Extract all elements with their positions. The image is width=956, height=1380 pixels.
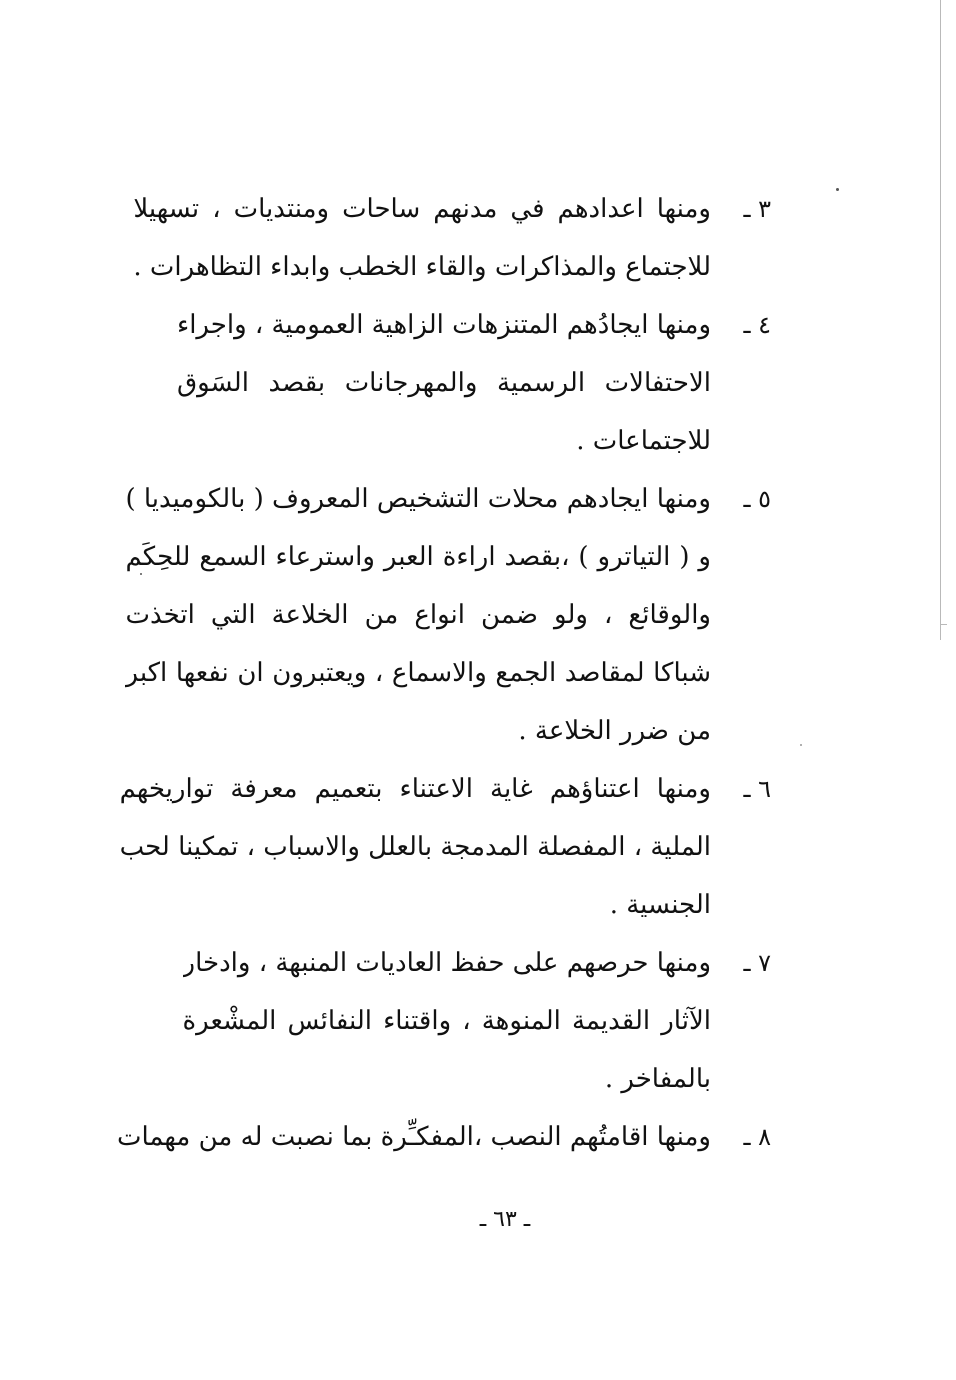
- item-text: [125, 470, 711, 760]
- item-text: [117, 1108, 711, 1166]
- text-line: الجنسية .: [609, 890, 711, 920]
- text-line: ومنها حرصهم على حفظ العاديات المنبهة ، وادخار: [182, 948, 711, 978]
- list-item: [125, 470, 771, 760]
- list-item: [119, 760, 771, 934]
- list-item: [182, 934, 771, 1108]
- item-text: [120, 760, 711, 934]
- list-item: [133, 180, 771, 296]
- page-body: [117, 180, 771, 1166]
- text-line: ومنها ايجادهم محلات التشخيص المعروف ( بالكوميديا ): [125, 484, 711, 514]
- text-line: من ضرر الخلاعة .: [518, 716, 711, 746]
- item-text: [183, 934, 711, 1108]
- item-number: ٨ ـ: [743, 1123, 771, 1151]
- text-line: ومنها اقامتُهم النصب ،المفكـِّرة بما نصبت له من مهمات: [117, 1122, 711, 1152]
- page-number: ـ ٦٣ ـ: [479, 1207, 531, 1232]
- text-line: بالمفاخر .: [604, 1064, 711, 1094]
- text-line: الاحتفالات الرسمية والمهرجانات بقصد السَوق: [176, 368, 711, 398]
- item-text: [133, 180, 711, 296]
- list-item: [176, 296, 771, 470]
- text-line: ومنها اعدادهم في مدنهم ساحات ومنتديات ، تسهيلا: [133, 194, 711, 224]
- item-text: [177, 296, 711, 470]
- item-number: ٤ ـ: [743, 311, 771, 339]
- text-line: ومنها ايجادُهم المتنزهات الزاهية العمومية ، واجراء: [176, 310, 711, 340]
- item-number: ٣ ـ: [743, 195, 771, 223]
- page-edge-tick: [941, 624, 947, 625]
- text-line: و ( التياترو ) ،بقصد اراءة العبر واسترعاء السمع للحِكَم: [125, 542, 711, 572]
- paper-speck: [836, 188, 839, 191]
- text-line: الآثار القديمة المنوهة ، واقتناء النفائس المشْعرة: [182, 1006, 711, 1036]
- paper-speck: [800, 744, 802, 746]
- text-line: للاجتماع والمذاكرات والقاء الخطب وابداء التظاهرات .: [133, 252, 711, 282]
- item-number: ٦ ـ: [743, 775, 771, 803]
- text-line: والوقائع ، ولو ضمن انواع من الخلاعة التي اتخذت: [125, 600, 711, 630]
- text-line: للاجتماعات .: [576, 426, 711, 456]
- list-item: [117, 1108, 771, 1166]
- item-number: ٥ ـ: [743, 485, 771, 513]
- text-line: ومنها اعتناؤهم غاية الاعتناء بتعميم معرفة تواريخهم: [119, 774, 711, 804]
- text-line: الملية ، المفصلة المدمجة بالعلل والاسباب ، تمكينا لحب: [119, 832, 711, 862]
- item-number: ٧ ـ: [743, 949, 771, 977]
- text-line: شباكا لمقاصد الجمع والاسماع ، ويعتبرون ان نفعها اكبر: [125, 658, 711, 688]
- page-edge-line: [940, 0, 941, 640]
